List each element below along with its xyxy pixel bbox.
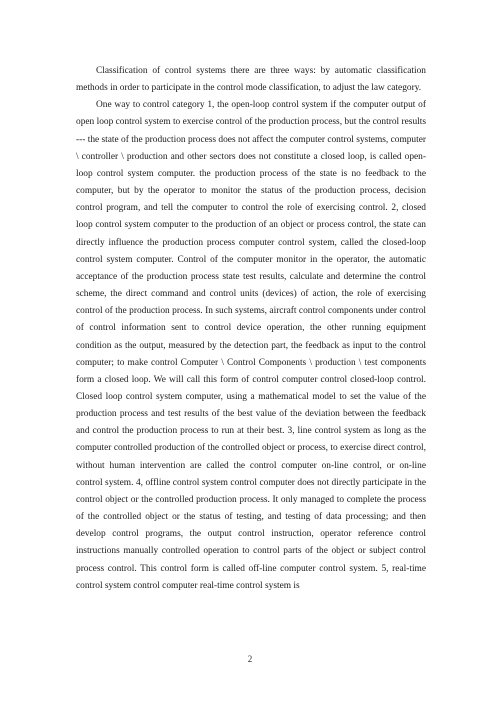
paragraph-control-categories: One way to control category 1, the open-loop control system if the computer output of open loop control system to exercise control of the production process, but the control results --- the state of the production process does not affect the computer control systems, computer \ controller \ production and other sectors does not constitute a closed loop, is called open-loop control system computer. the production process of the state is no feedback to the computer, but by the operator to monitor the status of the production process, decision control program, and tell the computer to control the role of exercising control. 2, closed loop control system computer to the production of an object or process control, the state can directly influence the production process computer control system, called the closed-loop control system computer. Control of the computer monitor in the operator, the automatic acceptance of the production process state test results, calculate and determine the control scheme, the direct command and control units (devices) of action, the role of exercising control of the production process. In such systems, aircraft control components under control of control information sent to control device operation, the other running equipment condition as the output, measured by the detection part, the feedback as input to the control computer; to make control Computer \ Control Components \ production \ test components form a closed loop. We will call this form of control computer control closed-loop control. Closed loop control system computer, using a mathematical model to set the value of the production process and test results of the best value of the deviation between the feedback and control the production process to run at their best. 3, line control system as long as the computer controlled production of the controlled object or process, to exercise direct control, without human intervention are called the control computer on-line control, or on-line control system. 4, offline control system control computer does not directly participate in the control object or the controlled production process. It only managed to complete the process of the controlled object or the status of testing, and testing of data processing; and then develop control programs, the output control instruction, operator reference control instructions manually controlled operation to control parts of the object or subject control process control. This control form is called off-line computer control system. 5, real-time control system control computer real-time control system is: [76, 100, 426, 591]
body-text: [76, 63, 426, 595]
page-number: 2: [247, 654, 253, 664]
paragraph-classification: Classification of control systems there are three ways: by automatic classification methods in order to participate in the control mode classification, to adjust the law category.: [76, 66, 426, 94]
